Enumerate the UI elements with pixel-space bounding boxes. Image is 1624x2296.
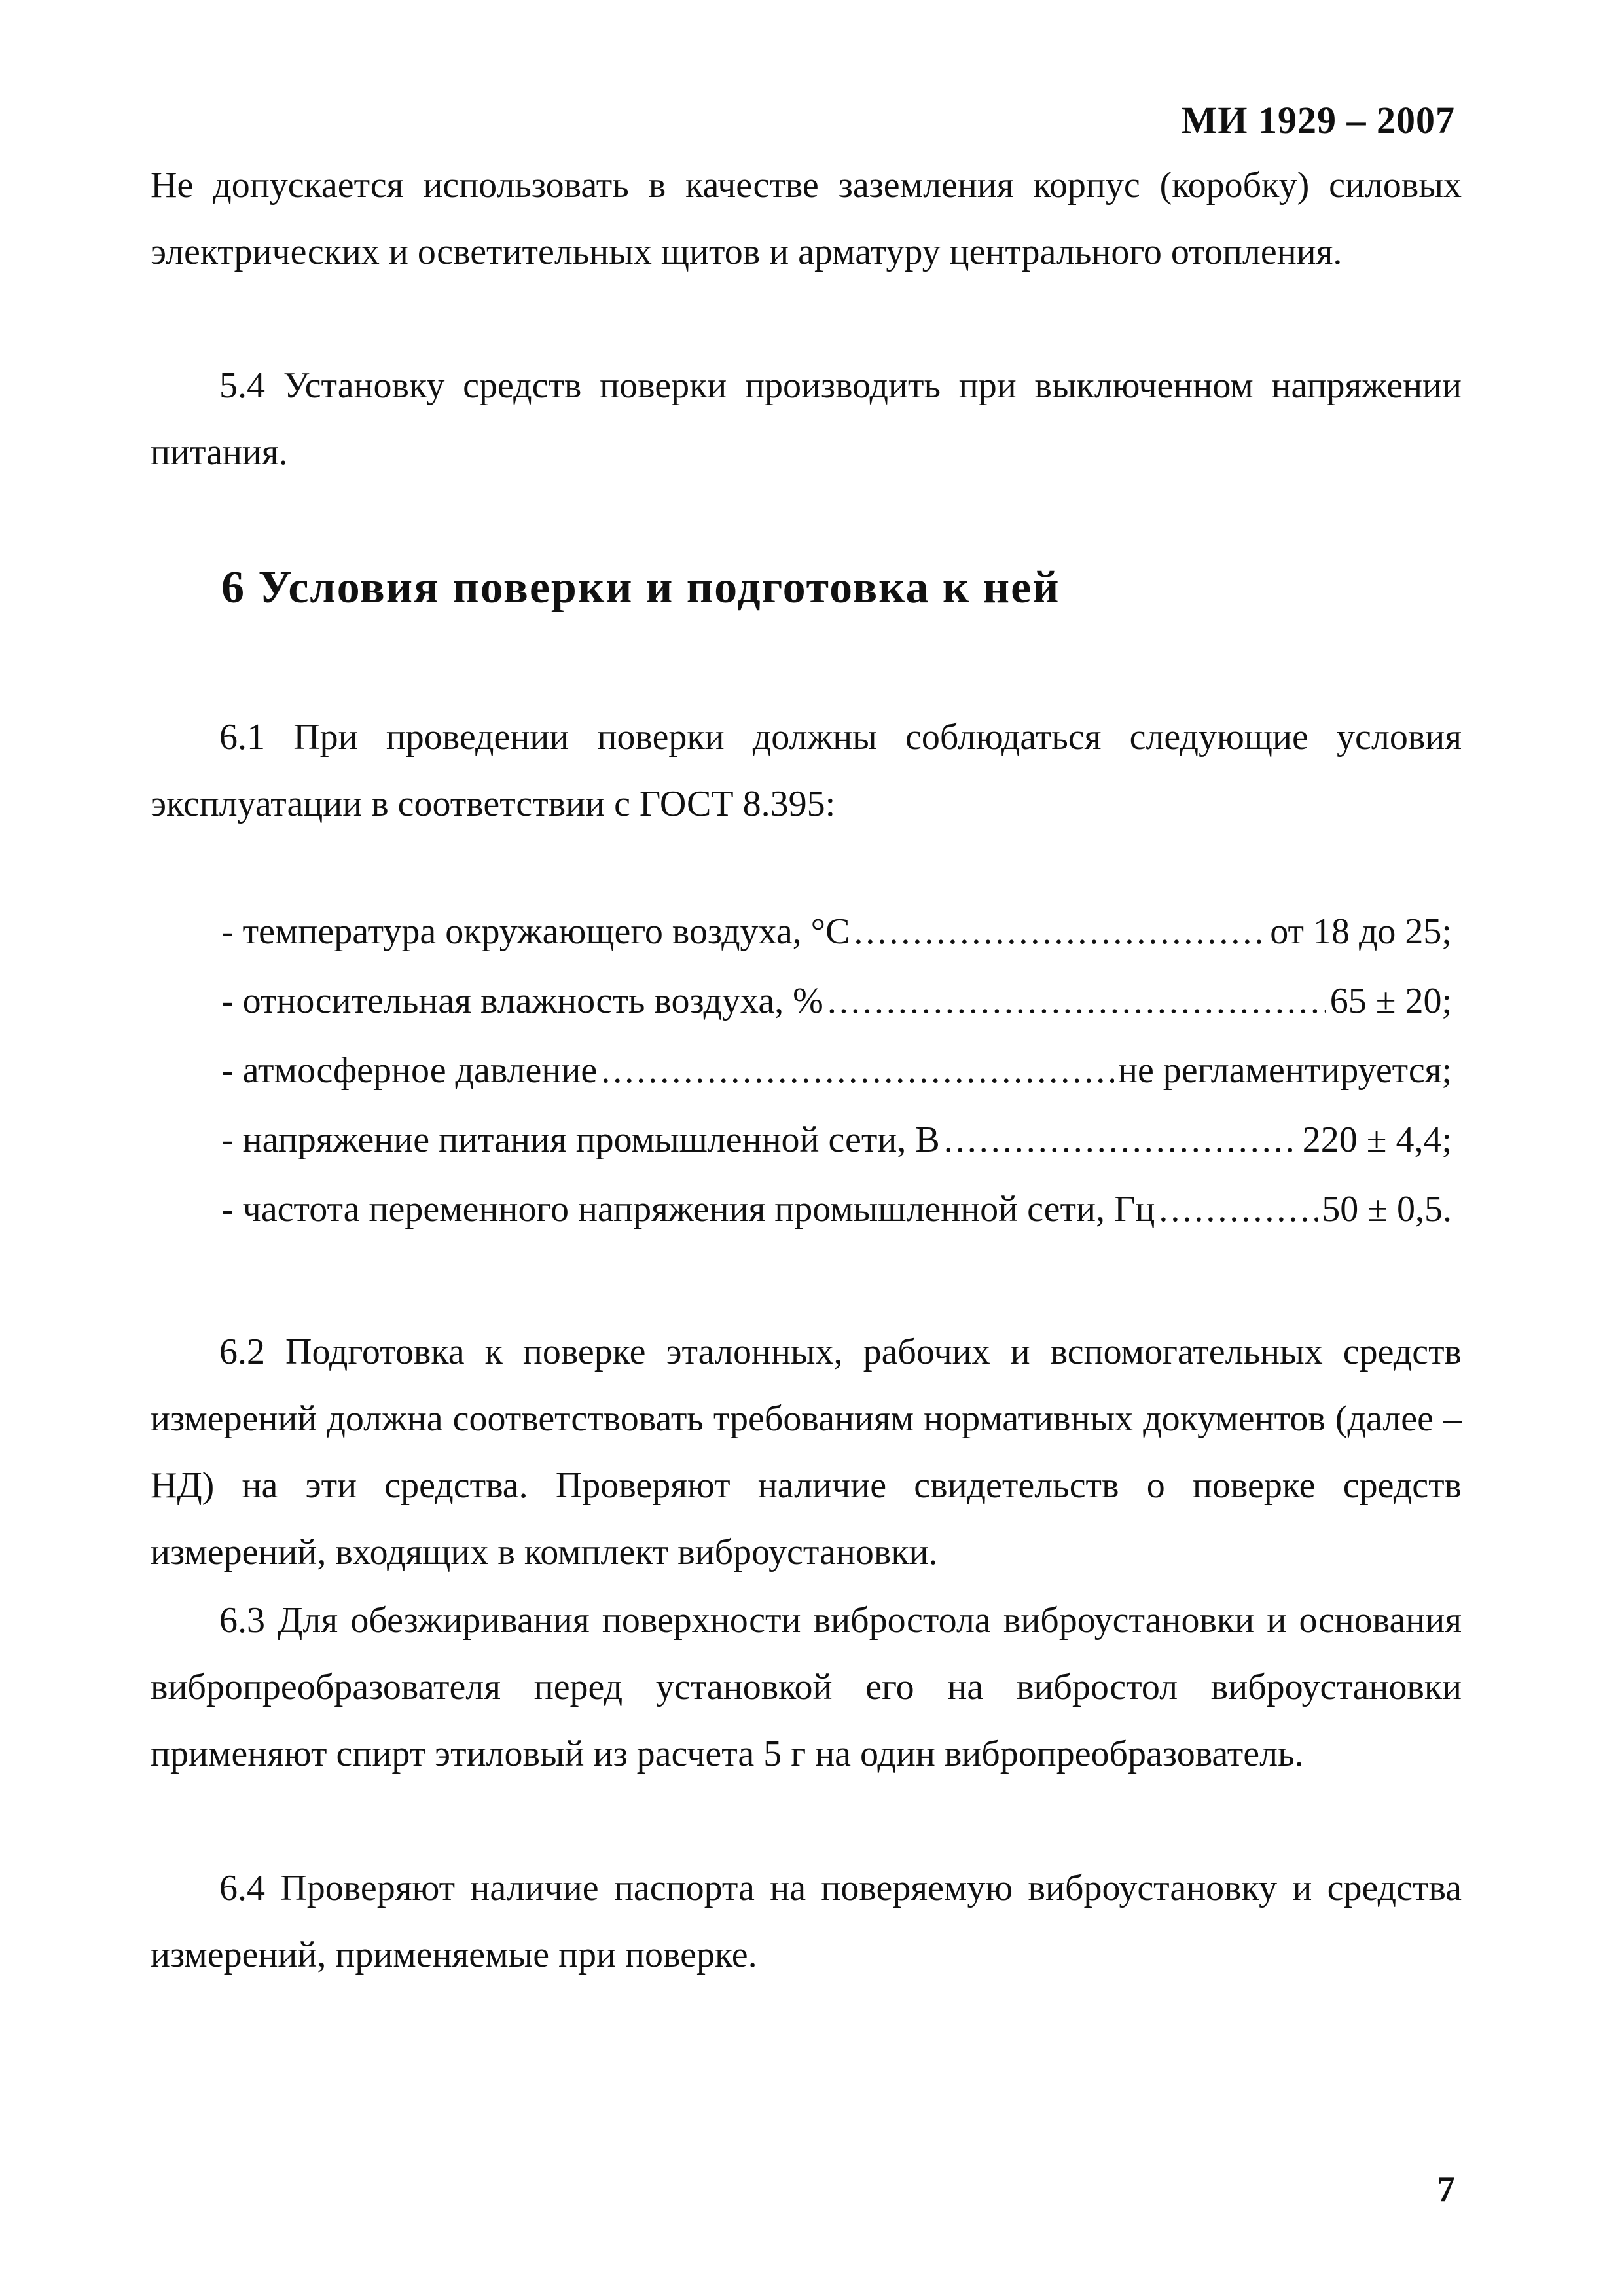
leader-dots bbox=[1159, 1175, 1318, 1244]
conditions-list bbox=[221, 897, 1452, 1244]
condition-label: - относительная влажность воздуха, % bbox=[221, 981, 823, 1021]
paragraph-6-1: 6.1 При проведении поверки должны соблюдаться следующие условия эксплуатации в соответствии с ГОСТ 8.395: bbox=[151, 717, 1462, 824]
condition-label: - температура окружающего воздуха, °С bbox=[221, 911, 850, 952]
paragraph-grounding: Не допускается использовать в качестве заземления корпус (коробку) силовых электрических и осветительных щитов и арматуру центрального отопления. bbox=[151, 165, 1462, 272]
condition-pressure bbox=[221, 1036, 1452, 1105]
condition-value: 65 ± 20; bbox=[1329, 981, 1452, 1021]
leader-dots bbox=[601, 1036, 1114, 1105]
leader-dots bbox=[944, 1105, 1299, 1175]
condition-label: - напряжение питания промышленной сети, В bbox=[221, 1120, 940, 1160]
leader-dots bbox=[854, 897, 1266, 966]
condition-value: 220 ± 4,4; bbox=[1302, 1120, 1452, 1160]
paragraph-6-3: 6.3 Для обезжиривания поверхности вибростола виброустановки и основания вибропреобразователя перед установкой его на вибростол виброустановки применяют спирт этиловый из расчета 5 г на один вибропреобразователь. bbox=[151, 1600, 1462, 1774]
condition-label: - частота переменного напряжения промышленной сети, Гц bbox=[221, 1189, 1155, 1230]
paragraph-5-4: 5.4 Установку средств поверки производить при выключенном напряжении питания. bbox=[151, 365, 1462, 473]
condition-temperature bbox=[221, 897, 1452, 966]
condition-value: от 18 до 25; bbox=[1270, 911, 1452, 952]
page-number: 7 bbox=[1437, 2169, 1455, 2210]
paragraph-6-2: 6.2 Подготовка к поверке эталонных, рабочих и вспомогательных средств измерений должна соответствовать требованиям нормативных документов (далее – НД) на эти средства. Проверяют наличие свидетельств о поверке средств измерений, входящих в комплект виброустановки. bbox=[151, 1332, 1462, 1573]
condition-frequency bbox=[221, 1175, 1452, 1244]
paragraph-6-4: 6.4 Проверяют наличие паспорта на поверяемую виброустановку и средства измерений, применяемые при поверке. bbox=[151, 1868, 1462, 1975]
condition-voltage bbox=[221, 1105, 1452, 1175]
section-heading: 6 Условия поверки и подготовка к ней bbox=[221, 562, 1060, 613]
leader-dots bbox=[827, 966, 1326, 1036]
condition-humidity bbox=[221, 966, 1452, 1036]
condition-value: 50 ± 0,5. bbox=[1322, 1189, 1452, 1230]
condition-label: - атмосферное давление bbox=[221, 1050, 598, 1091]
condition-value: не регламентируется; bbox=[1117, 1050, 1452, 1091]
document-code: МИ 1929 – 2007 bbox=[1181, 99, 1455, 141]
